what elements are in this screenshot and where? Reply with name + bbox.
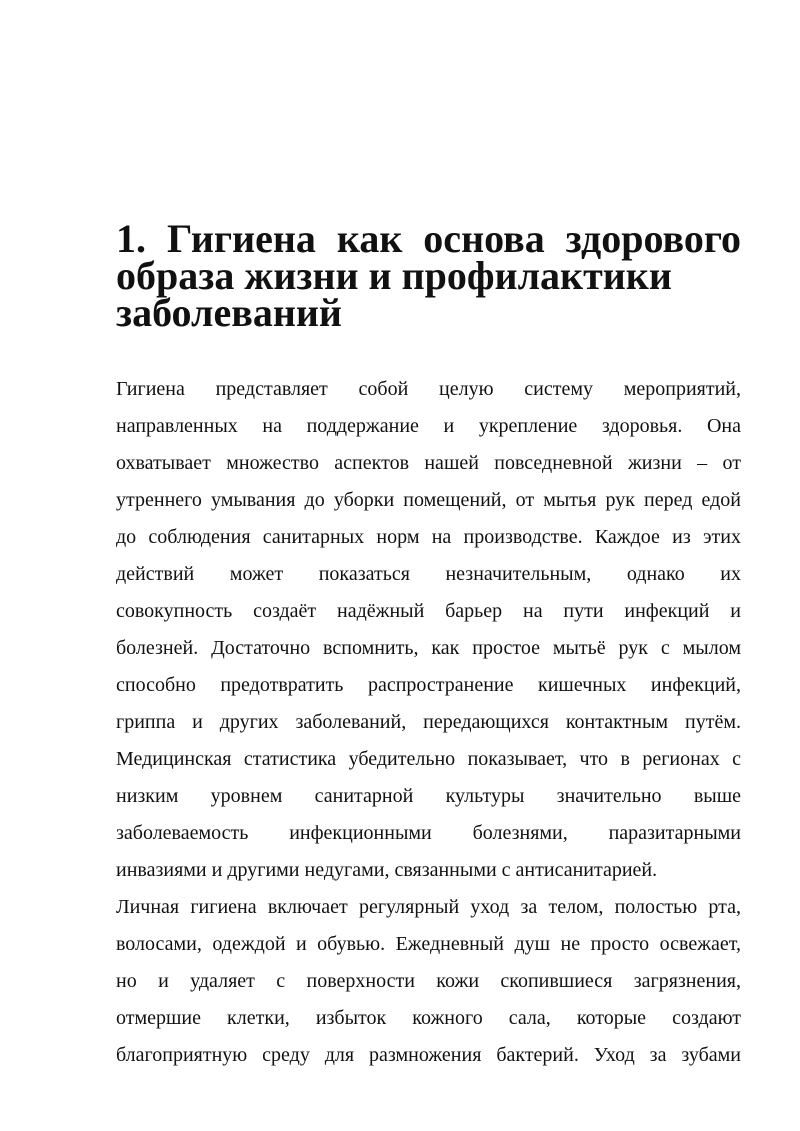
text-line: низким уровнем санитарной культуры значительно выше: [116, 785, 741, 807]
text-line: Медицинская статистика убедительно показывает, что в регионах с: [116, 748, 741, 770]
text-line: способно предотвратить распространение кишечных инфекций,: [116, 674, 741, 696]
heading-line: 1. Гигиена как основа здорового образа жизни и профилактики: [116, 216, 741, 298]
paragraph-gap: [116, 331, 741, 371]
paragraph-2: [116, 889, 741, 1074]
text-line: инвазиями и другими недугами, связанными с антисанитарией.: [116, 859, 658, 881]
text-line: утреннего умывания до уборки помещений, от мытья рук перед едой: [116, 489, 741, 511]
document-body: [116, 216, 741, 1074]
text-line: гриппа и других заболеваний, передающихся контактным путём.: [116, 711, 741, 733]
section-heading: [116, 216, 741, 335]
text-line: благоприятную среду для размножения бактерий. Уход за зубами: [116, 1044, 741, 1066]
text-line: но и удаляет с поверхности кожи скопившиеся загрязнения,: [116, 970, 741, 992]
text-line: Гигиена представляет собой целую систему мероприятий,: [116, 378, 741, 400]
text-line: отмершие клетки, избыток кожного сала, которые создают: [116, 1007, 741, 1029]
text-line: заболеваемость инфекционными болезнями, паразитарными: [116, 822, 741, 844]
heading-line: заболеваний: [116, 290, 342, 335]
text-line: волосами, одеждой и обувью. Ежедневный душ не просто освежает,: [116, 933, 741, 955]
text-line: до соблюдения санитарных норм на производстве. Каждое из этих: [116, 526, 741, 548]
text-line: действий может показаться незначительным, однако их: [116, 563, 741, 585]
paragraph-1: [116, 371, 741, 889]
text-line: охватывает множество аспектов нашей повседневной жизни – от: [116, 452, 741, 474]
text-line: направленных на поддержание и укрепление здоровья. Она: [116, 415, 741, 437]
text-line: совокупность создаёт надёжный барьер на пути инфекций и: [116, 600, 741, 622]
text-line: Личная гигиена включает регулярный уход за телом, полостью рта,: [116, 896, 741, 918]
text-line: болезней. Достаточно вспомнить, как простое мытьё рук с мылом: [116, 637, 741, 659]
